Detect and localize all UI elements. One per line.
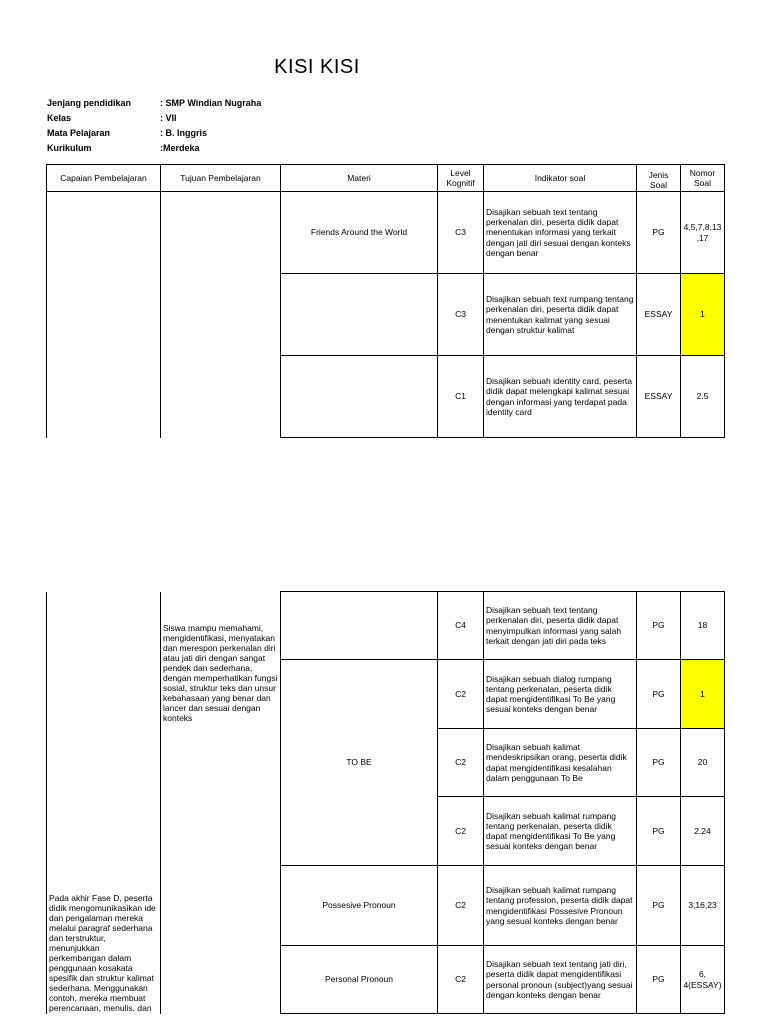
nomor-cell: 3,16,23 <box>681 866 725 946</box>
jenis-cell: ESSAY <box>637 356 681 438</box>
page-title: KISI KISI <box>274 56 360 78</box>
document-metadata <box>47 96 261 156</box>
nomor-cell: 18 <box>681 592 725 660</box>
meta-row-kelas <box>47 111 261 126</box>
tujuan-cell <box>161 192 281 438</box>
jenis-cell: PG <box>637 866 681 946</box>
header-materi: Materi <box>281 165 438 192</box>
level-cell: C1 <box>438 356 484 438</box>
meta-row-kurikulum <box>47 141 261 156</box>
indikator-cell: Disajikan sebuah kalimat rumpang tentang perkenalan, peserta didik dapat mengidentifikasi To Be yang sesuai konteks dengan benar <box>484 797 637 866</box>
level-cell: C2 <box>438 946 484 1014</box>
level-cell: C2 <box>438 729 484 797</box>
materi-cell <box>281 592 438 660</box>
meta-value: : SMP Windian Nugraha <box>160 98 262 108</box>
indikator-cell: Disajikan sebuah kalimat rumpang tentang profession, peserta didik dapat mengidentifikasi Possesive Pronoun yang sesuai konteks dengan benar <box>484 866 637 946</box>
kisi-table-page-2 <box>46 591 725 1014</box>
materi-cell <box>281 274 438 356</box>
jenis-cell: PG <box>637 729 681 797</box>
indikator-cell: Disajikan sebuah kalimat mendeskripsikan orang, peserta didik dapat mengidentifikasi kesalahan dalam penggunaan To Be <box>484 729 637 797</box>
nomor-cell: 20 <box>681 729 725 797</box>
capaian-cell: Pada akhir Fase D, peserta didik mengomunikasikan ide dan pengalaman mereka melalui paragraf sederhana dan terstruktur, menunjukkan perkembangan dalam penggunaan kosakata spesifik dan struktur kalimat sederhana. Menggunakan contoh, mereka membuat perencanaan, menulis, dan <box>47 592 161 1014</box>
meta-label: Mata Pelajaran <box>47 128 111 138</box>
table-row <box>47 592 725 660</box>
materi-cell <box>281 356 438 438</box>
nomor-cell-highlighted: 1 <box>681 274 725 356</box>
jenis-cell: PG <box>637 660 681 729</box>
tujuan-cell: Siswa mampu memahami, mengidentifikasi, menyatakan dan merespon perkenalan diri atau jati diri dengan sangat pendek dan sederhana, dengan memperhatikan fungsi sosial, struktur teks dan unsur kebahasaan yang benar dan lancer dan sesuai dengan konteks <box>161 592 281 1014</box>
jenis-cell: PG <box>637 946 681 1014</box>
header-tujuan: Tujuan Pembelajaran <box>161 165 281 192</box>
level-cell: C3 <box>438 192 484 274</box>
nomor-cell: 2.24 <box>681 797 725 866</box>
materi-cell-tobe: TO BE <box>281 660 438 866</box>
level-cell: C2 <box>438 866 484 946</box>
level-cell: C4 <box>438 592 484 660</box>
nomor-cell-highlighted: 1 <box>681 660 725 729</box>
capaian-cell <box>47 192 161 438</box>
jenis-cell: PG <box>637 192 681 274</box>
jenis-cell: PG <box>637 797 681 866</box>
meta-value: : B. Inggris <box>160 128 207 138</box>
header-jenis: Jenis Soal <box>637 165 681 192</box>
indikator-cell: Disajikan sebuah text rumpang tentang perkenalan diri, peserta didik dapat menentukan kalimat yang sesuai dengan struktur kalimat <box>484 274 637 356</box>
indikator-cell: Disajikan sebuah text tentang perkenalan diri, peserta didik dapat menentukan informasi yang terkait dengan jati diri sesuai dengan konteks dengan benar <box>484 192 637 274</box>
materi-cell-possesive: Possesive Pronoun <box>281 866 438 946</box>
nomor-cell: 4,5,7,8,13 ,17 <box>681 192 725 274</box>
level-cell: C2 <box>438 660 484 729</box>
indikator-cell: Disajikan sebuah dialog rumpang tentang perkenalan, peserta didik dapat mengidentifikasi To Be yang sesuai konteks dengan benar <box>484 660 637 729</box>
meta-label: Jenjang pendidikan <box>47 98 132 108</box>
indikator-cell: Disajikan sebuah text tentang jati diri, peserta didik dapat mengidentifikasi personal pronoun (subject)yang sesuai dengan konteks dengan benar <box>484 946 637 1014</box>
meta-row-mapel <box>47 126 261 141</box>
header-nomor: Nomor Soal <box>681 165 725 192</box>
nomor-cell: 2.5 <box>681 356 725 438</box>
nomor-cell: 6, 4(ESSAY) <box>681 946 725 1014</box>
meta-value: : VII <box>160 113 177 123</box>
materi-cell-personal: Personal Pronoun <box>281 946 438 1014</box>
header-indikator: Indikator soal <box>484 165 637 192</box>
meta-label: Kurikulum <box>47 143 92 153</box>
meta-value: :Merdeka <box>160 143 200 153</box>
table-header-row <box>47 165 725 192</box>
level-cell: C3 <box>438 274 484 356</box>
kisi-table-page-1 <box>46 164 725 438</box>
jenis-cell: PG <box>637 592 681 660</box>
level-cell: C2 <box>438 797 484 866</box>
table-row <box>47 192 725 274</box>
meta-label: Kelas <box>47 113 72 123</box>
jenis-cell: ESSAY <box>637 274 681 356</box>
indikator-cell: Disajikan sebuah text tentang perkenalan diri, peserta didik dapat menyimpulkan informasi yang salah terkait dengan jati diri pada teks <box>484 592 637 660</box>
materi-cell: Friends Around the World <box>281 192 438 274</box>
header-capaian: Capaian Pembelajaran <box>47 165 161 192</box>
meta-row-jenjang <box>47 96 261 111</box>
indikator-cell: Disajikan sebuah identity card, peserta didik dapat melengkapi kalimat sesuai dengan informasi yang terdapat pada identity card <box>484 356 637 438</box>
header-level: Level Kognitif <box>438 165 484 192</box>
